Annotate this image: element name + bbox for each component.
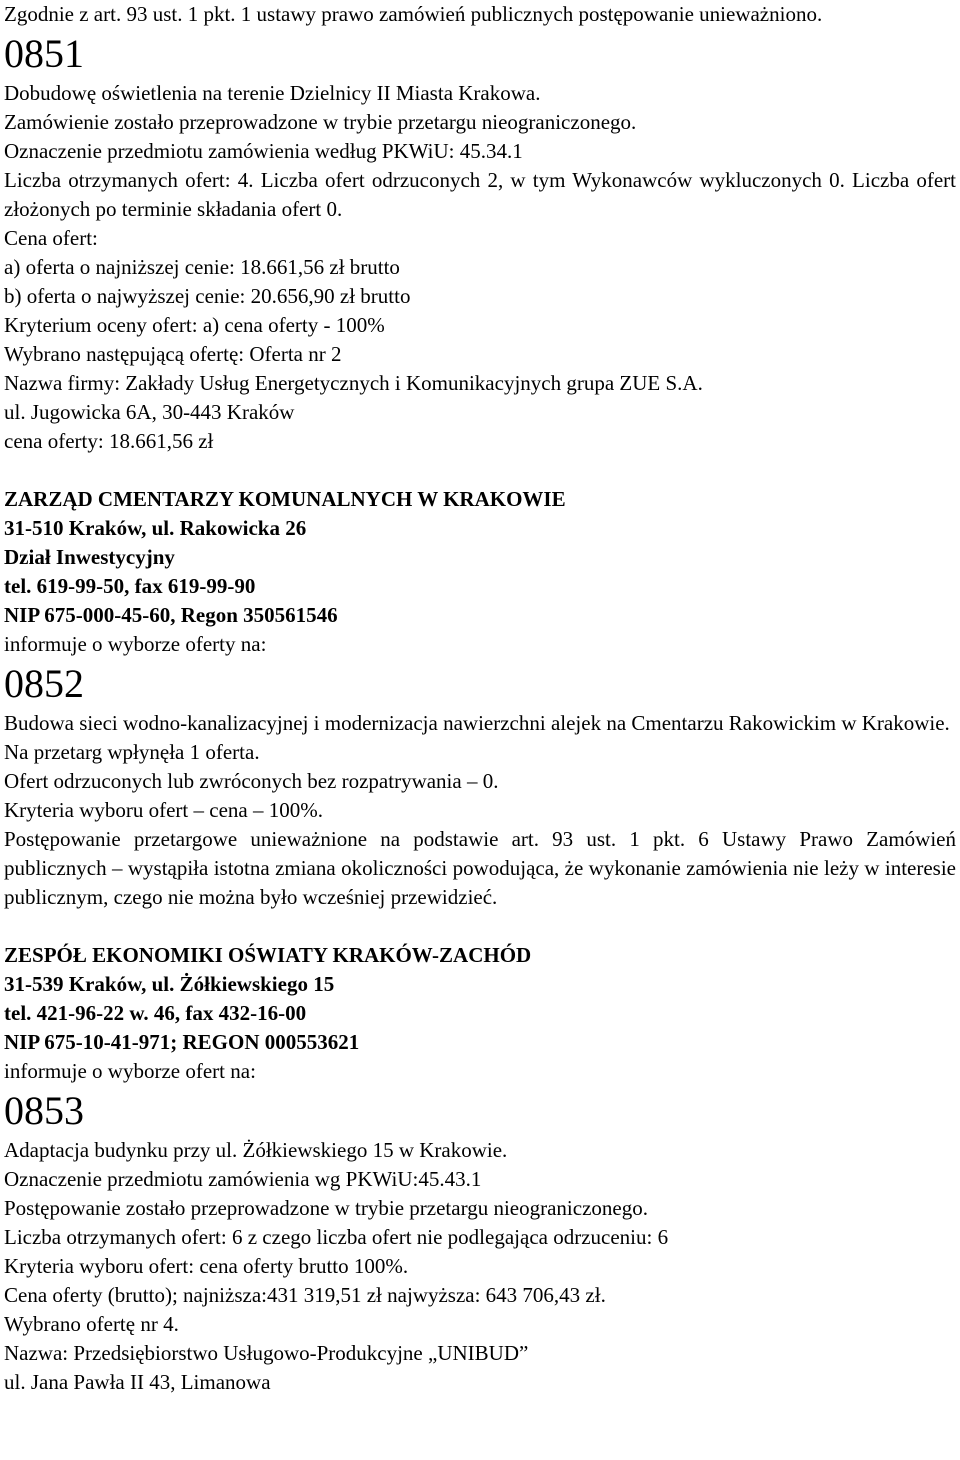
tender-0851-selected-offer: Wybrano następującą ofertę: Oferta nr 2	[4, 342, 342, 366]
tender-0853-offer-counts: Liczba otrzymanych ofert: 6 z czego liczba ofert nie podlegająca odrzuceniu: 6	[4, 1225, 669, 1249]
tender-0851-offer-price: cena oferty: 18.661,56 zł	[4, 429, 214, 453]
tender-number-0852: 0852	[4, 661, 84, 706]
spacer	[4, 912, 956, 941]
tender-0851-prices-heading: Cena ofert:	[4, 226, 98, 250]
tender-0853-company-address: ul. Jana Pawła II 43, Limanowa	[4, 1370, 271, 1394]
tender-0851-criterion: Kryterium oceny ofert: a) cena oferty - 100%	[4, 313, 385, 337]
issuer-zck-department: Dział Inwestycyjny	[4, 545, 175, 569]
issuer-zeo-ids: NIP 675-10-41-971; REGON 000553621	[4, 1030, 360, 1054]
tender-0852-annulment: Postępowanie przetargowe unieważnione na podstawie art. 93 ust. 1 pkt. 6 Ustawy Prawo Zamówień publicznych – wystąpiła istotna zmiana okoliczności powodująca, że wykonanie zamówienia nie leży w interesie publicznym, czego nie można było wcześniej przewidzieć.	[4, 827, 956, 909]
issuer-zck-address: 31-510 Kraków, ul. Rakowicka 26	[4, 516, 307, 540]
tender-0851-procedure: Zamówienie zostało przeprowadzone w trybie przetargu nieograniczonego.	[4, 110, 637, 134]
tender-0853-company-name: Nazwa: Przedsiębiorstwo Usługowo-Produkcyjne „UNIBUD”	[4, 1341, 529, 1365]
tender-0851-company-address: ul. Jugowicka 6A, 30-443 Kraków	[4, 400, 295, 424]
tender-0851-pkwiu: Oznaczenie przedmiotu zamówienia według PKWiU: 45.34.1	[4, 139, 523, 163]
tender-number-0851: 0851	[4, 31, 84, 76]
tender-0853-pkwiu: Oznaczenie przedmiotu zamówienia wg PKWiU:45.43.1	[4, 1167, 482, 1191]
tender-0852-subject: Budowa sieci wodno-kanalizacyjnej i modernizacja nawierzchni alejek na Cmentarzu Rakowickim w Krakowie.	[4, 711, 950, 735]
issuer-zck-informs: informuje o wyborze oferty na:	[4, 632, 267, 656]
tender-0853-subject: Adaptacja budynku przy ul. Żółkiewskiego 15 w Krakowie.	[4, 1138, 508, 1162]
tender-0851-highest-price: b) oferta o najwyższej cenie: 20.656,90 zł brutto	[4, 284, 411, 308]
tender-0851-offer-counts: Liczba otrzymanych ofert: 4. Liczba ofert odrzuconych 2, w tym Wykonawców wykluczonych 0. Liczba ofert złożonych po terminie składania ofert 0.	[4, 168, 956, 221]
issuer-zck-phone: tel. 619-99-50, fax 619-99-90	[4, 574, 256, 598]
tender-0853-criteria: Kryteria wyboru ofert: cena oferty brutto 100%.	[4, 1254, 409, 1278]
issuer-zeo-address: 31-539 Kraków, ul. Żółkiewskiego 15	[4, 972, 335, 996]
tender-0851-company-name: Nazwa firmy: Zakłady Usług Energetycznych i Komunikacyjnych grupa ZUE S.A.	[4, 371, 703, 395]
tender-0853-procedure: Postępowanie zostało przeprowadzone w trybie przetargu nieograniczonego.	[4, 1196, 648, 1220]
issuer-zeo-phone: tel. 421-96-22 w. 46, fax 432-16-00	[4, 1001, 307, 1025]
tender-number-0853: 0853	[4, 1088, 84, 1133]
issuer-zeo-informs: informuje o wyborze ofert na:	[4, 1059, 256, 1083]
tender-0851-lowest-price: a) oferta o najniższej cenie: 18.661,56 zł brutto	[4, 255, 400, 279]
tender-0852-offers-rejected: Ofert odrzuconych lub zwróconych bez rozpatrywania – 0.	[4, 769, 499, 793]
spacer	[4, 456, 956, 485]
tender-0852-criteria: Kryteria wyboru ofert – cena – 100%.	[4, 798, 323, 822]
annulment-notice: Zgodnie z art. 93 ust. 1 pkt. 1 ustawy prawo zamówień publicznych postępowanie unieważniono.	[4, 2, 823, 26]
tender-0852-offers-received: Na przetarg wpłynęła 1 oferta.	[4, 740, 260, 764]
issuer-zck-name: ZARZĄD CMENTARZY KOMUNALNYCH W KRAKOWIE	[4, 487, 566, 511]
tender-0853-price-range: Cena oferty (brutto); najniższa:431 319,51 zł najwyższa: 643 706,43 zł.	[4, 1283, 606, 1307]
tender-0851-subject: Dobudowę oświetlenia na terenie Dzielnicy II Miasta Krakowa.	[4, 81, 541, 105]
issuer-zeo-name: ZESPÓŁ EKONOMIKI OŚWIATY KRAKÓW-ZACHÓD	[4, 943, 532, 967]
tender-0853-selected-offer: Wybrano ofertę nr 4.	[4, 1312, 179, 1336]
issuer-zck-ids: NIP 675-000-45-60, Regon 350561546	[4, 603, 338, 627]
